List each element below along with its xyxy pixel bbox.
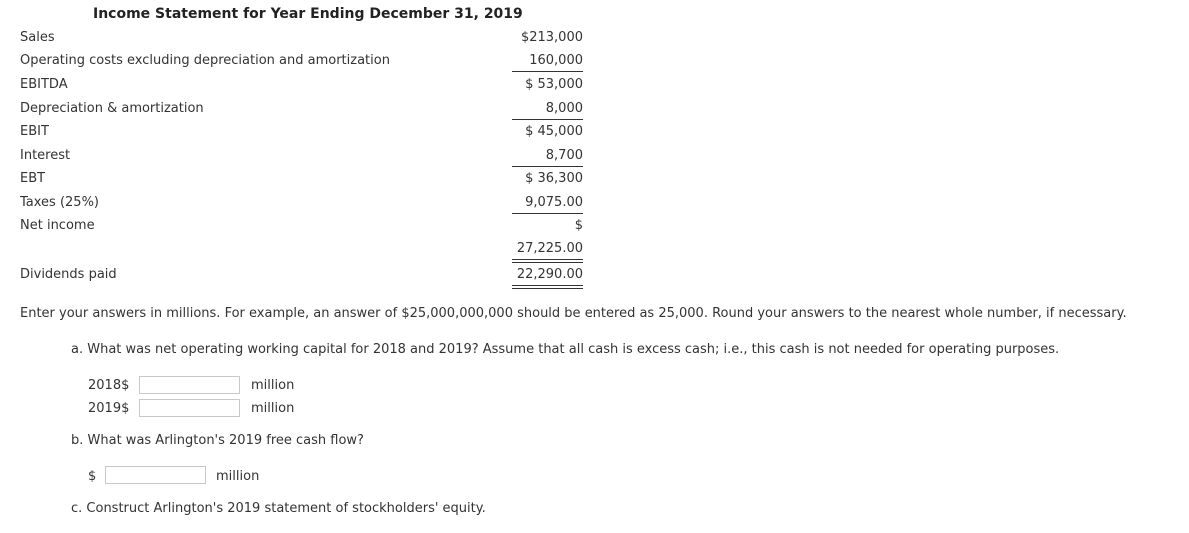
row-value-interest: 8,700 — [545, 148, 583, 163]
answer-2019-label: 2019$ — [88, 401, 130, 416]
total-double-rule — [512, 259, 583, 263]
answer-fcf-unit: million — [216, 469, 260, 484]
answer-2018-label: 2018$ — [88, 378, 130, 393]
row-value-ebit: $ 45,000 — [525, 124, 583, 139]
question-c-text: c. Construct Arlington's 2019 statement of stockholders' equity. — [71, 501, 486, 516]
row-label-dividends: Dividends paid — [20, 267, 117, 282]
answer-fcf-input[interactable] — [105, 466, 206, 484]
row-value-ebt: $ 36,300 — [525, 171, 583, 186]
instructions-text: Enter your answers in millions. For example, an answer of $25,000,000,000 should be entered as 25,000. Round your answers to the nearest whole number, if necessary. — [20, 306, 1127, 321]
row-value-sales: $213,000 — [520, 30, 583, 45]
row-label-ebit: EBIT — [20, 124, 49, 139]
question-b-text: b. What was Arlington's 2019 free cash flow? — [71, 433, 364, 448]
row-value-taxes: 9,075.00 — [525, 195, 583, 210]
row-value-ebitda: $ 53,000 — [525, 77, 583, 92]
subtotal-rule — [512, 71, 583, 72]
subtotal-rule — [512, 213, 583, 214]
row-value-net-income: 27,225.00 — [516, 241, 583, 256]
row-value-operating-costs: 160,000 — [529, 53, 583, 68]
row-label-ebt: EBT — [20, 171, 46, 186]
row-label-sales: Sales — [20, 30, 55, 45]
row-label-taxes: Taxes (25%) — [20, 195, 99, 210]
statement-title: Income Statement for Year Ending December 31, 2019 — [93, 6, 523, 22]
row-value-dividends: 22,290.00 — [516, 267, 583, 282]
subtotal-rule — [512, 119, 583, 120]
row-label-operating-costs: Operating costs excluding depreciation and amortization — [20, 53, 390, 68]
row-label-interest: Interest — [20, 148, 71, 163]
row-label-net-income: Net income — [20, 218, 95, 233]
question-a-text: a. What was net operating working capital for 2018 and 2019? Assume that all cash is excess cash; i.e., this cash is not needed for operating purposes. — [71, 342, 1060, 357]
answer-2019-unit: million — [251, 401, 295, 416]
row-value-net-income-prefix: $ — [574, 218, 583, 233]
subtotal-rule — [512, 166, 583, 167]
answer-2019-input[interactable] — [139, 399, 240, 417]
row-label-depreciation: Depreciation & amortization — [20, 101, 204, 116]
answer-fcf-label: $ — [88, 469, 97, 484]
total-double-rule — [512, 285, 583, 289]
answer-2018-input[interactable] — [139, 376, 240, 394]
row-label-ebitda: EBITDA — [20, 77, 68, 92]
answer-2018-unit: million — [251, 378, 295, 393]
row-value-depreciation: 8,000 — [545, 101, 583, 116]
